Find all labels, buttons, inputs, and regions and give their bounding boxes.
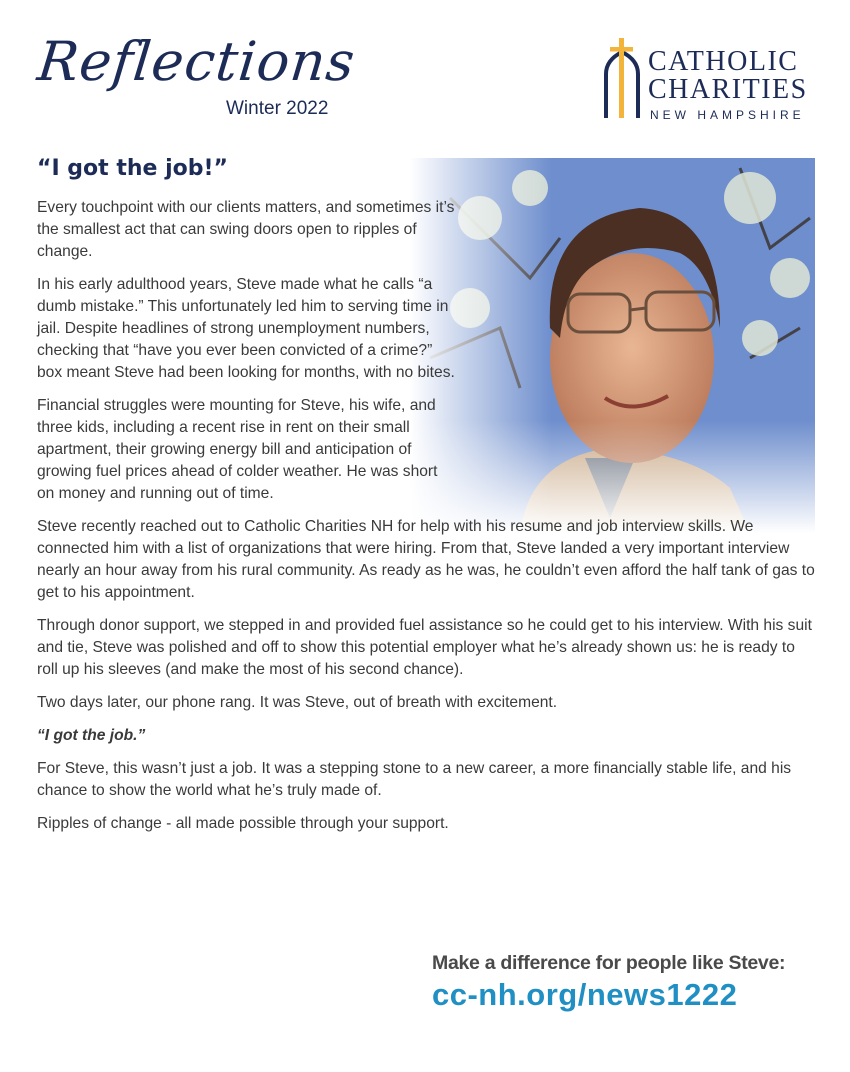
- article-headline: “I got the job!”: [37, 156, 228, 181]
- call-to-action: [432, 952, 812, 1013]
- logo-text-new-hampshire: NEW HAMPSHIRE: [650, 108, 805, 122]
- cta-link[interactable]: cc-nh.org/news1222: [432, 977, 738, 1012]
- paragraph-intro: Every touchpoint with our clients matters, and sometimes it’s the smallest act that can swing doors open to ripples of change.: [37, 199, 455, 260]
- paragraph-background: In his early adulthood years, Steve made what he calls “a dumb mistake.” This unfortunately led him to serving time in jail. Despite headlines of strong unemployment numbers, checking that “have you ever been convicted of a crime?” box meant Steve had been looking for months, with no bites.: [37, 276, 455, 381]
- paragraph-impact: For Steve, this wasn’t just a job. It was a stepping stone to a new career, a more financially stable life, and his chance to show the world what he’s truly made of.: [37, 760, 792, 799]
- cta-text: Make a difference for people like Steve:: [432, 952, 786, 974]
- edition-label: Winter 2022: [226, 98, 329, 119]
- church-cross-icon: [600, 38, 644, 122]
- paragraph-outreach: Steve recently reached out to Catholic Charities NH for help with his resume and job interview skills. We connected him with a list of organizations that were hiring. From that, Steve landed a very important interview nearly an hour away from his rural community. As ready as he was, he couldn’t even afford the half tank of gas to get to his appointment.: [37, 518, 815, 601]
- paragraph-struggles: Financial struggles were mounting for Steve, his wife, and three kids, including a recent rise in rent on their small apartment, their growing energy bill and anticipation of growing fuel prices ahead of colder weather. He was short on money and running out of time.: [37, 397, 438, 502]
- logo-text-charities: CHARITIES: [648, 74, 808, 105]
- catholic-charities-logo: [600, 38, 820, 128]
- masthead: [0, 0, 850, 140]
- logo-text-catholic: CATHOLIC: [648, 46, 799, 77]
- paragraph-phone-call: Two days later, our phone rang. It was Steve, out of breath with excitement.: [37, 694, 558, 711]
- paragraph-support: Through donor support, we stepped in and provided fuel assistance so he could get to his interview. With his suit and tie, Steve was polished and off to show this potential employer what he’s already shown us: he is ready to roll up his sleeves (and make the most of his second chance).: [37, 617, 812, 678]
- paragraph-closing: Ripples of change - all made possible through your support.: [37, 815, 449, 832]
- paragraph-quote: “I got the job.”: [37, 727, 146, 744]
- article-body: [37, 197, 817, 846]
- newsletter-title: Reflections: [34, 30, 359, 93]
